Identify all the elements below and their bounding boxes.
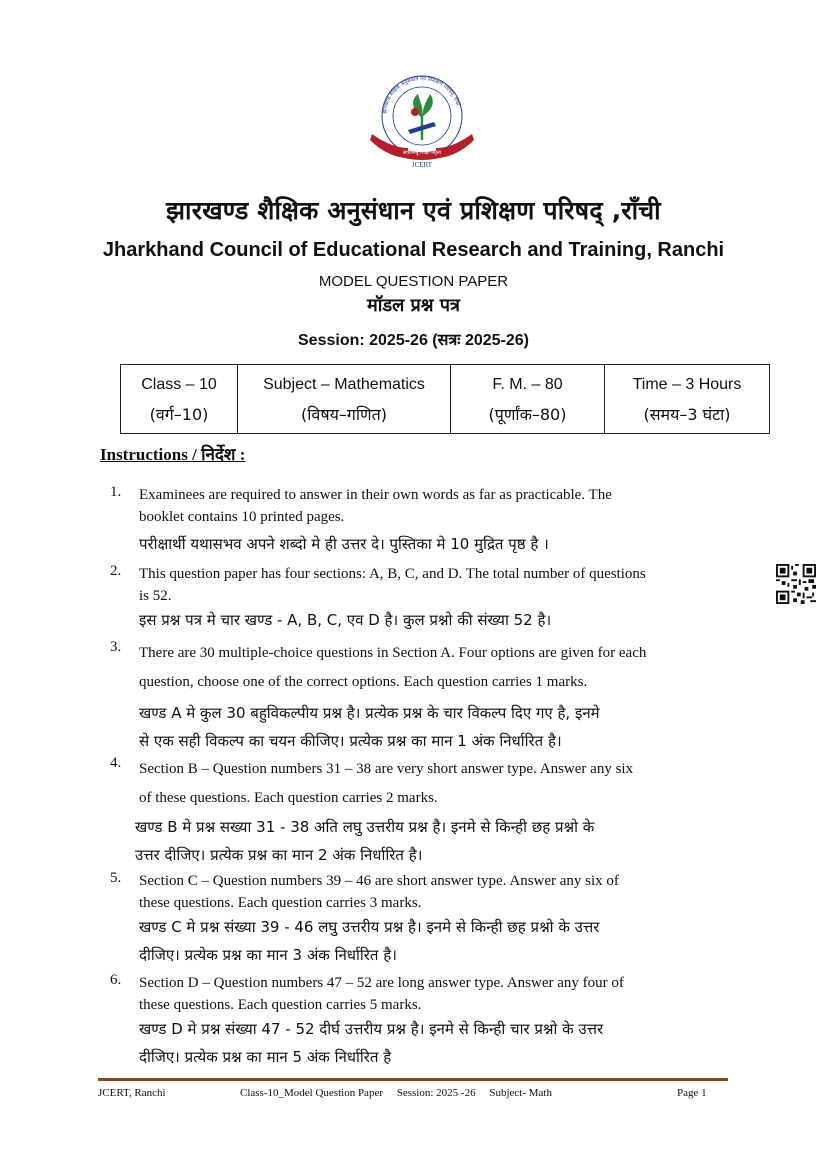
instruction-1-hi-line: परीक्षार्थी यथासभव अपने शब्दो मे ही उत्तर दे। पुस्तिका मे 10 मुद्रित पृष्ठ है ।: [139, 535, 549, 553]
full-marks-cell: [451, 365, 605, 434]
instruction-5-hi-line: दीजिए। प्रत्येक प्रश्न का मान 3 अंक निर्धारित है।: [139, 946, 397, 964]
instruction-6-en-line: these questions. Each question carries 5 marks.: [139, 997, 422, 1013]
subject-label-hindi: (विषय–गणित): [301, 404, 387, 424]
session-label: Session: 2025-26 (सत्रः 2025-26): [298, 332, 529, 349]
instruction-4-hi-line: उत्तर दीजिए। प्रत्येक प्रश्न का मान 2 अंक निर्धारित है।: [135, 846, 423, 864]
instruction-2-en-line: This question paper has four sections: A, B, C, and D. The total number of questions: [139, 566, 646, 582]
instruction-4-en-line: of these questions. Each question carries 2 marks.: [139, 790, 438, 806]
instruction-5-number: 5.: [110, 870, 122, 886]
footer-page-number: Page 1: [677, 1087, 707, 1099]
instructions-heading: Instructions / निर्देश :: [100, 445, 246, 464]
footer-org: JCERT, Ranchi: [98, 1087, 166, 1099]
instruction-4-hi-line: खण्ड B मे प्रश्न सख्या 31 - 38 अति लघु उत्तरीय प्रश्न है। इनमे से किन्ही छह प्रश्नो के: [135, 818, 595, 836]
paper-type-english: MODEL QUESTION PAPER: [318, 273, 509, 290]
instruction-6-hi-line: दीजिए। प्रत्येक प्रश्न का मान 5 अंक निर्धारित है: [139, 1048, 392, 1066]
logo-arc-text: झारखण्ड शैक्षिक अनुसंधान एवं प्रशिक्षण परिषद्, राँची: [382, 75, 461, 115]
instruction-5-en-line: these questions. Each question carries 3 marks.: [139, 895, 422, 911]
subject-label: Subject – Mathematics: [263, 375, 425, 393]
instruction-3-hi-line: से एक सही विकल्प का चयन कीजिए। प्रत्येक प्रश्न का मान 1 अंक निर्धारित है।: [139, 732, 562, 750]
paper-type-hindi: मॉडल प्रश्न पत्र: [367, 295, 460, 316]
footer-rule: [98, 1078, 728, 1081]
instruction-2-hindi: [139, 606, 696, 634]
instruction-5-en-line: Section C – Question numbers 39 – 46 are short answer type. Answer any six of: [139, 873, 619, 889]
logo-acronym: JCERT: [411, 161, 433, 169]
instruction-1-number: 1.: [110, 484, 122, 500]
subject-cell: [238, 365, 451, 434]
instruction-4-en-line: Section B – Question numbers 31 – 38 are very short answer type. Answer any six: [139, 761, 634, 777]
instruction-6-hi-line: खण्ड D मे प्रश्न संख्या 47 - 52 दीर्घ उत्तरीय प्रश्न है। इनमे से किन्ही चार प्रश्नो के उत्तर: [139, 1020, 604, 1038]
class-label-hindi: (वर्ग–10): [149, 404, 209, 424]
time-label: Time – 3 Hours: [632, 375, 742, 393]
instruction-1-english: [139, 484, 696, 528]
instruction-4-hindi: [135, 813, 692, 869]
instruction-2-hi-line: इस प्रश्न पत्र मे चार खण्ड - A, B, C, एव D है। कुल प्रश्नो की संख्या 52 है।: [139, 611, 552, 629]
full-marks-label: F. M. – 80: [492, 375, 563, 393]
instruction-3-number: 3.: [110, 639, 122, 655]
qr-code-icon: [776, 564, 816, 604]
instruction-6-en-line: Section D – Question numbers 47 – 52 are long answer type. Answer any four of: [139, 975, 624, 991]
institution-title-hindi: झारखण्ड शैक्षिक अनुसंधान एवं प्रशिक्षण परिषद् ,राँची: [166, 196, 661, 225]
instruction-1-en-line: booklet contains 10 printed pages.: [139, 509, 345, 525]
instruction-2-number: 2.: [110, 563, 122, 579]
logo-motto: सर्वजनेषु शिक्षा नैतृत्व: [402, 150, 442, 156]
instruction-4-english: [139, 755, 696, 813]
instruction-2-en-line: is 52.: [139, 588, 172, 604]
instruction-3-hi-line: खण्ड A मे कुल 30 बहुविकल्पीय प्रश्न है। प्रत्येक प्रश्न के चार विकल्प दिए गए है, इनमे: [139, 704, 600, 722]
instruction-5-hindi: [139, 913, 696, 969]
time-cell: [605, 365, 770, 434]
instruction-3-en-line: question, choose one of the correct options. Each question carries 1 marks.: [139, 674, 588, 690]
time-label-hindi: (समय–3 घंटा): [643, 404, 731, 424]
instruction-6-hindi: [139, 1015, 696, 1071]
institution-title-english: Jharkhand Council of Educational Research and Training, Ranchi: [102, 239, 725, 261]
full-marks-label-hindi: (पूर्णांक–80): [488, 404, 567, 424]
instruction-1-hindi: [139, 530, 696, 558]
instruction-6-english: [139, 972, 696, 1016]
class-label: Class – 10: [141, 375, 217, 393]
instruction-3-english: [139, 639, 696, 697]
instruction-3-hindi: [139, 699, 696, 755]
instruction-5-english: [139, 870, 696, 914]
instruction-2-english: [139, 563, 696, 607]
jcert-logo: [368, 70, 476, 170]
instruction-5-hi-line: खण्ड C मे प्रश्न संख्या 39 - 46 लघु उत्तरीय प्रश्न है। इनमे से किन्ही छह प्रश्नो के उत्तर: [139, 918, 600, 936]
exam-info-table: [120, 364, 770, 434]
instruction-1-en-line: Examinees are required to answer in their own words as far as practicable. The: [139, 487, 612, 503]
instruction-6-number: 6.: [110, 972, 122, 988]
class-cell: [121, 365, 238, 434]
instruction-4-number: 4.: [110, 755, 122, 771]
instruction-3-en-line: There are 30 multiple-choice questions in Section A. Four options are given for each: [139, 645, 647, 661]
footer-details: Class-10_Model Question Paper Session: 2025 -26 Subject- Math: [240, 1087, 552, 1099]
